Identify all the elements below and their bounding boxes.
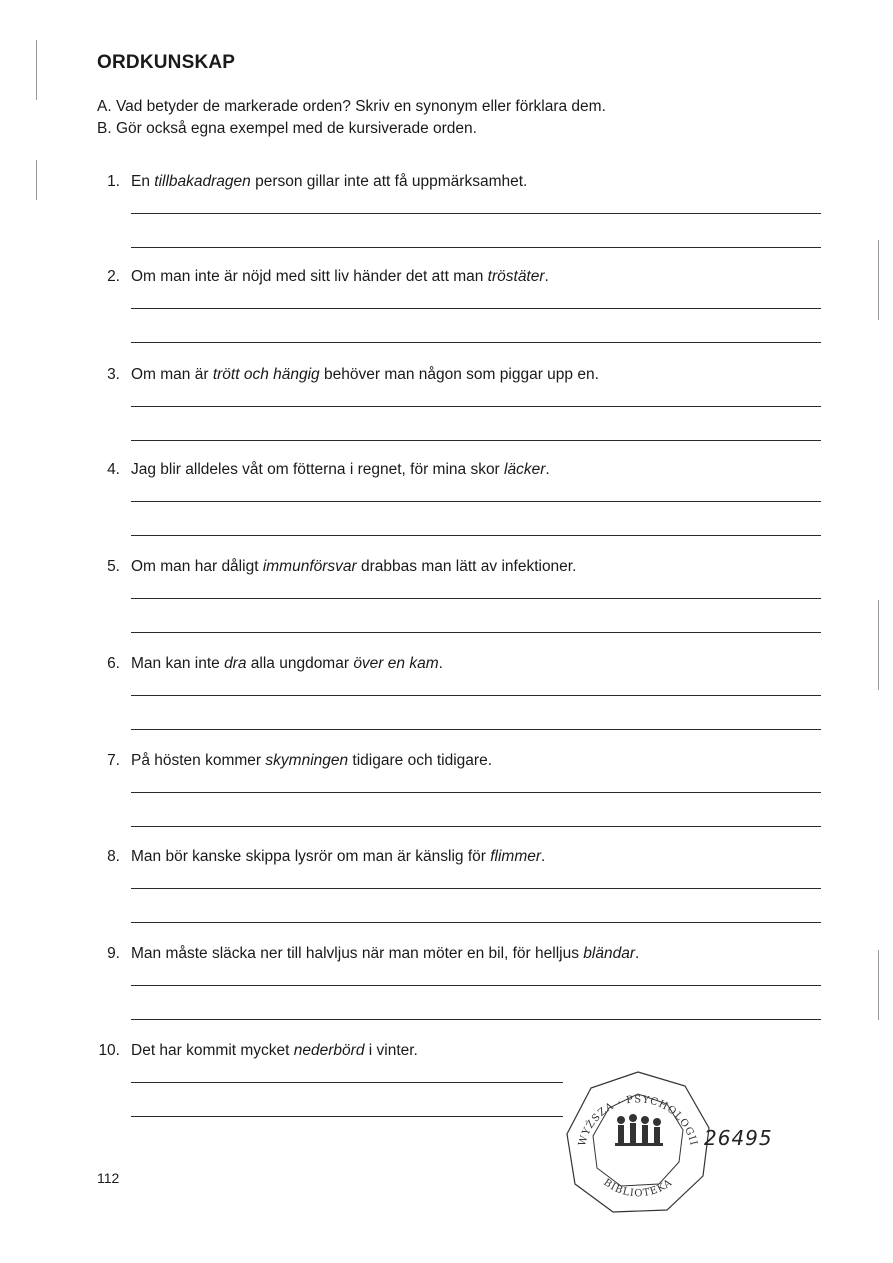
sentence-part: person gillar inte att få uppmärksamhet.	[250, 173, 528, 190]
answer-line[interactable]	[131, 598, 821, 599]
italic-word: immunförsvar	[262, 558, 357, 575]
item-sentence	[131, 461, 550, 479]
sentence-part: .	[541, 848, 546, 865]
item-sentence	[131, 655, 443, 673]
italic-word: skymningen	[265, 752, 349, 769]
item-number: 4.	[107, 461, 120, 478]
italic-word: bländar	[583, 945, 635, 962]
item-sentence	[131, 848, 545, 866]
sentence-part: tidigare och tidigare.	[348, 752, 493, 769]
item-sentence	[131, 1042, 418, 1060]
item-number: 6.	[107, 655, 120, 672]
item-sentence	[131, 752, 492, 770]
sentence-part: .	[438, 655, 443, 672]
sentence-part: En	[131, 173, 155, 190]
italic-word: dra	[224, 655, 247, 672]
answer-line[interactable]	[131, 792, 821, 793]
item-sentence	[131, 366, 599, 384]
stamp-top-text: WYŻSZA · PSYCHOLOGII	[576, 1094, 699, 1148]
answer-line[interactable]	[131, 632, 821, 633]
item-sentence	[131, 558, 576, 576]
svg-text:WYŻSZA · PSYCHOLOGII	[577, 1094, 699, 1147]
sentence-part: .	[544, 268, 549, 285]
sentence-part: drabbas man lätt av infektioner.	[356, 558, 577, 575]
sentence-part: .	[635, 945, 640, 962]
item-number: 5.	[107, 558, 120, 575]
answer-line[interactable]	[131, 342, 821, 343]
item-number: 7.	[107, 752, 120, 769]
stamp-bottom-text: BIBLIOTEKA	[601, 1177, 675, 1200]
item-sentence	[131, 173, 527, 191]
answer-line[interactable]	[131, 729, 821, 730]
item-number: 3.	[107, 366, 120, 383]
item-number: 10.	[98, 1042, 120, 1059]
instruction-a: A. Vad betyder de markerade orden? Skriv en synonym eller förklara dem.	[97, 98, 606, 115]
sentence-part: .	[545, 461, 550, 478]
answer-line[interactable]	[131, 1019, 821, 1020]
answer-line[interactable]	[131, 213, 821, 214]
answer-line[interactable]	[131, 922, 821, 923]
svg-text:BIBLIOTEKA	[601, 1177, 674, 1199]
italic-word: över en kam	[353, 655, 439, 672]
italic-word: tillbakadragen	[154, 173, 251, 190]
instruction-b: B. Gör också egna exempel med de kursiverade orden.	[97, 120, 477, 137]
answer-line[interactable]	[131, 985, 821, 986]
answer-line[interactable]	[131, 1082, 563, 1083]
item-number: 9.	[107, 945, 120, 962]
sentence-part: behöver man någon som piggar upp en.	[319, 366, 599, 383]
scan-margin-mark	[36, 40, 37, 100]
item-sentence	[131, 945, 639, 963]
italic-word: trött och hängig	[212, 366, 320, 383]
stamp-emblem-figures	[615, 1114, 663, 1146]
sentence-part: Om man är	[131, 366, 213, 383]
item-number: 2.	[107, 268, 120, 285]
answer-line[interactable]	[131, 308, 821, 309]
answer-line[interactable]	[131, 888, 821, 889]
scan-margin-mark	[878, 600, 879, 690]
sentence-part: Jag blir alldeles våt om fötterna i regnet, för mina skor	[131, 461, 505, 478]
item-number: 1.	[107, 173, 120, 190]
library-stamp	[563, 1068, 713, 1218]
italic-word: nederbörd	[293, 1042, 365, 1059]
sentence-part: Om man har dåligt	[131, 558, 263, 575]
sentence-part: i vinter.	[364, 1042, 418, 1059]
handwritten-inventory-number: 26495	[704, 1126, 773, 1150]
answer-line[interactable]	[131, 247, 821, 248]
answer-line[interactable]	[131, 406, 821, 407]
page-title: ORDKUNSKAP	[97, 52, 236, 73]
italic-word: tröstäter	[487, 268, 545, 285]
sentence-part: Om man inte är nöjd med sitt liv händer det att man	[131, 268, 488, 285]
answer-line[interactable]	[131, 535, 821, 536]
answer-line[interactable]	[131, 1116, 563, 1117]
page-number: 112	[97, 1170, 120, 1186]
scan-margin-mark	[878, 950, 879, 1020]
sentence-part: På hösten kommer	[131, 752, 266, 769]
sentence-part: Man bör kanske skippa lysrör om man är känslig för	[131, 848, 491, 865]
sentence-part: Man måste släcka ner till halvljus när man möter en bil, för helljus	[131, 945, 584, 962]
scan-margin-mark	[36, 160, 37, 200]
italic-word: läcker	[504, 461, 546, 478]
answer-line[interactable]	[131, 501, 821, 502]
sentence-part: Det har kommit mycket	[131, 1042, 294, 1059]
item-sentence	[131, 268, 549, 286]
item-number: 8.	[107, 848, 120, 865]
answer-line[interactable]	[131, 440, 821, 441]
sentence-part: alla ungdomar	[246, 655, 354, 672]
scan-margin-mark	[878, 240, 879, 320]
italic-word: flimmer	[490, 848, 542, 865]
sentence-part: Man kan inte	[131, 655, 225, 672]
answer-line[interactable]	[131, 826, 821, 827]
answer-line[interactable]	[131, 695, 821, 696]
